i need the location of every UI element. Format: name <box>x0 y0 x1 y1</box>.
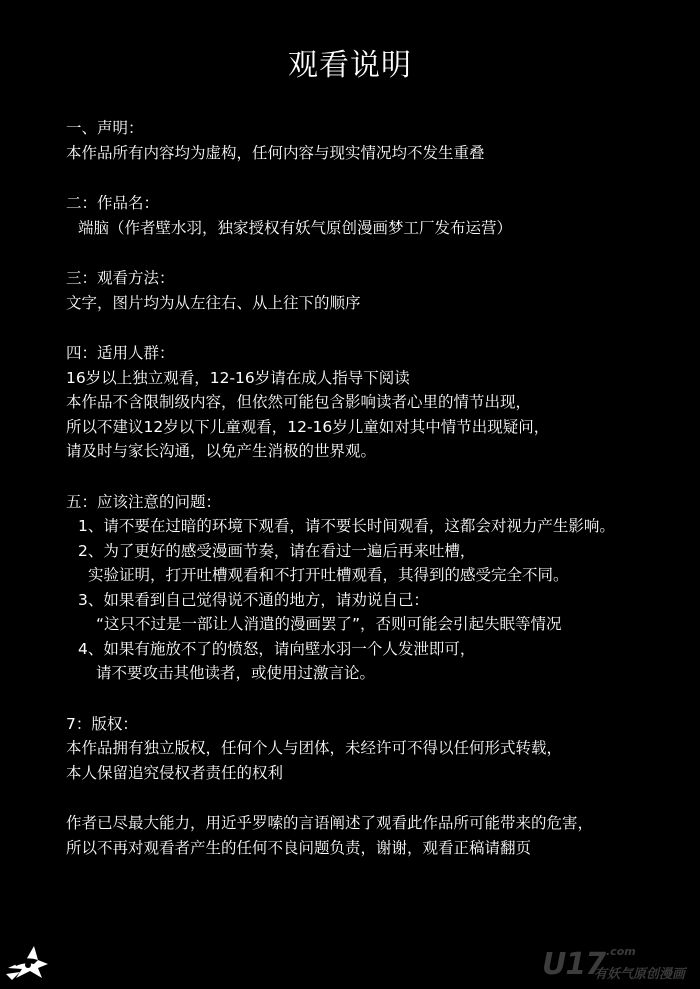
list-item: 4、如果有施放不了的愤怒，请向壁水羽一个人发泄即可， <box>78 639 476 658</box>
section-text: 本人保留追究侵权者责任的权利 <box>66 763 284 782</box>
section-text: 请及时与家长沟通，以免产生消极的世界观。 <box>66 442 377 460</box>
watermark-brand: U17 <box>542 947 606 982</box>
section-text: 16岁以上独立观看，12-16岁请在成人指导下阅读 <box>66 368 410 387</box>
section-text: 本作品拥有独立版权，任何个人与团体，未经许可不得以任何形式转载， <box>66 739 563 757</box>
section-heading: 四：适用人群： <box>66 344 175 362</box>
section-text: 所以不再对观看者产生的任何不良问题负责，谢谢，观看正稿请翻页 <box>66 838 532 857</box>
list-item: 1、请不要在过暗的环境下观看，请不要长时间观看，这都会对视力产生影响。 <box>78 517 615 535</box>
section-heading: 三：观看方法： <box>66 269 175 287</box>
page-title: 观看说明 <box>288 48 412 83</box>
section-heading: 二：作品名： <box>66 194 160 212</box>
notes-section <box>66 490 666 686</box>
notice-body <box>66 116 666 886</box>
list-item-continuation: “这只不过是一部让人消遣的漫画罢了”，否则可能会引起失眠等情况 <box>96 615 562 633</box>
section-heading: 五：应该注意的问题： <box>66 492 222 511</box>
copyright-section <box>66 712 666 786</box>
watermark-tagline: 有妖气原创漫画 <box>594 967 686 982</box>
section-text: 文字，图片均为从左往右、从上往下的顺序 <box>66 293 361 312</box>
section-text: 所以不建议12岁以下儿童观看，12-16岁儿童如对其中情节出现疑问， <box>66 417 550 436</box>
section-heading: 一、声明： <box>66 119 144 137</box>
author-logo-icon <box>4 938 52 982</box>
viewing-method-section <box>66 266 666 315</box>
section-heading: 7：版权： <box>66 714 138 733</box>
section-text: 本作品所有内容均为虚构，任何内容与现实情况均不发生重叠 <box>66 143 485 162</box>
list-item: 2、为了更好的感受漫画节奏，请在看过一遍后再来吐槽， <box>78 541 476 560</box>
list-item-continuation: 实验证明，打开吐槽观看和不打开吐槽观看，其得到的感受完全不同。 <box>88 566 569 584</box>
closing-section <box>66 811 666 860</box>
u17-watermark-logo <box>542 943 692 983</box>
watermark-domain: .com <box>606 945 636 958</box>
list-item-continuation: 请不要攻击其他读者，或使用过激言论。 <box>96 664 376 682</box>
declaration-section <box>66 116 666 165</box>
audience-section <box>66 341 666 464</box>
list-item: 3、如果看到自己觉得说不通的地方，请劝说自己： <box>78 590 429 609</box>
section-text: 作者已尽最大能力，用近乎罗嗦的言语阐述了观看此作品所可能带来的危害， <box>66 814 594 832</box>
section-text: 端脑（作者壁水羽，独家授权有妖气原创漫画梦工厂发布运营） <box>78 218 513 237</box>
work-name-section <box>66 191 666 240</box>
section-text: 本作品不含限制级内容，但依然可能包含影响读者心里的情节出现， <box>66 393 532 411</box>
